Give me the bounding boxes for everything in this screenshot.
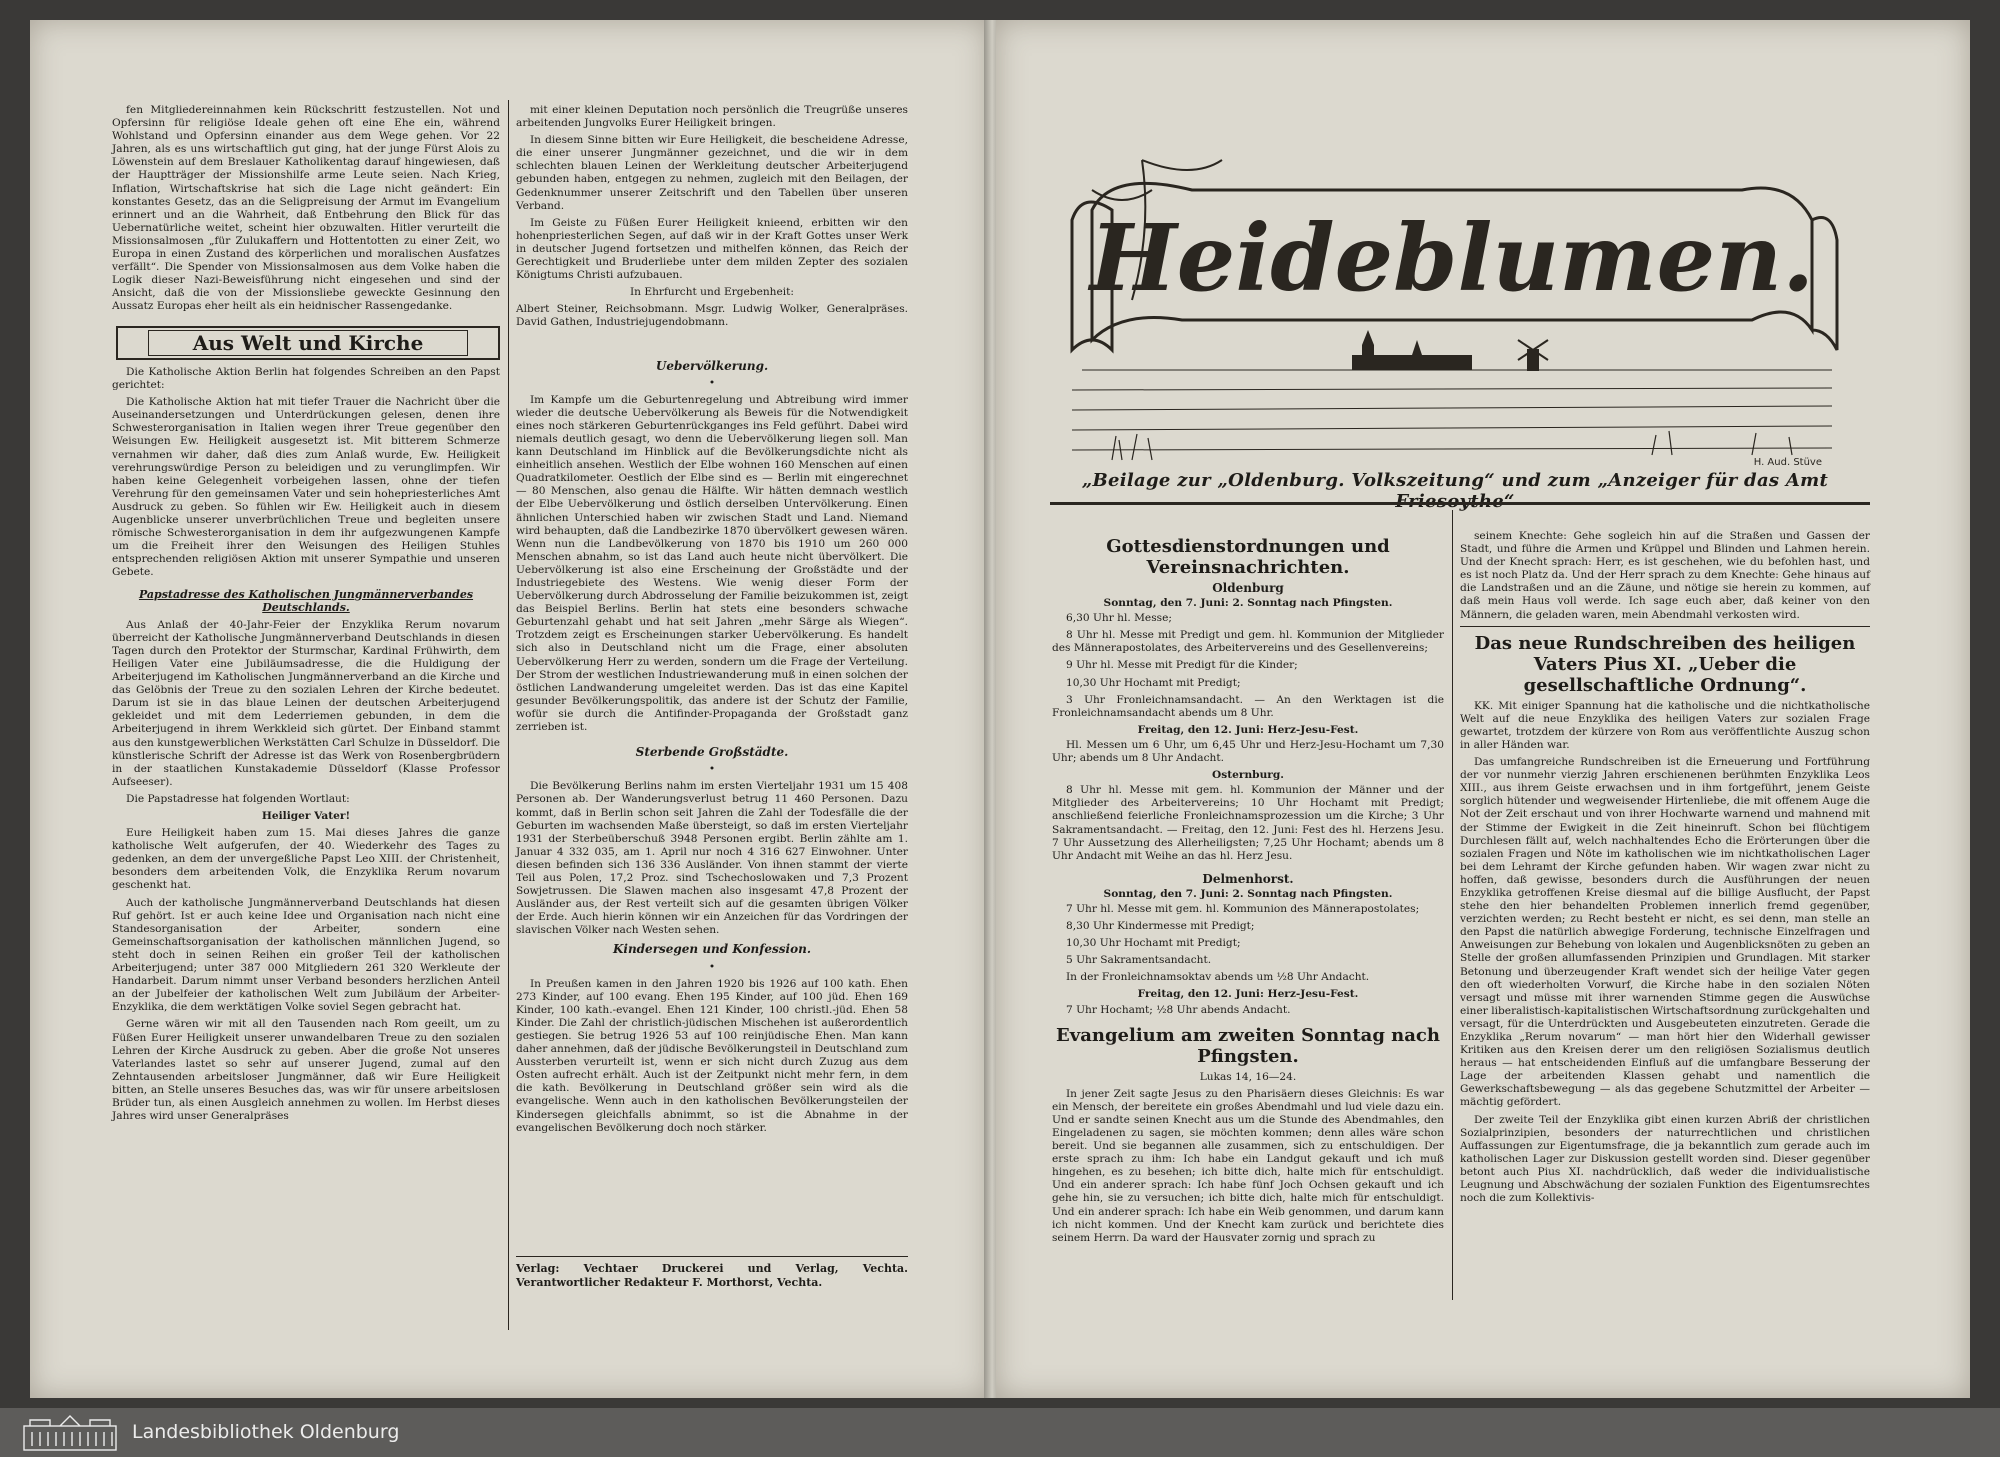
paragraph: 7 Uhr hl. Messe mit gem. hl. Kommunion des Männerapostolates; (1066, 902, 1420, 915)
right-column-2 (1460, 530, 1870, 1209)
column-divider (508, 100, 509, 1330)
letter-closing: In Ehrfurcht und Ergebenheit: (629, 286, 794, 299)
papstadresse-article (112, 619, 500, 806)
paragraph: 10,30 Uhr Hochamt mit Predigt; (1066, 937, 1241, 950)
left-column-1-body (112, 366, 500, 1127)
evangelium-continuation (1460, 530, 1870, 622)
imprint-rule (516, 1256, 908, 1257)
rundschreiben-heading: Das neue Rundschreiben des heiligen Vaters Pius XI. „Ueber die gesellschaftliche Ordnung“. (1474, 632, 1856, 696)
paragraph: 8 Uhr hl. Messe mit gem. hl. Kommunion der Männer und der Mitglieder des Arbeitervereins; 10 Uhr Hochamt mit Predigt; anschließend feierliche Fronleichnamsprozession um die Kirche; 3 Uhr Sakramentsandacht. — Freitag, den 12. Juni: Fest des hl. Herzens Jesu. 7 Uhr Aussetzung des Allerheiligsten; 7,25 Uhr Hochamt; abends um 8 Uhr Andacht mit Weihe an das hl. Herz Jesu. (1052, 784, 1444, 862)
salutation: Heiliger Vater! (261, 810, 351, 822)
paragraph: 9 Uhr hl. Messe mit Predigt für die Kinder; (1066, 659, 1298, 672)
kindersegen-article (516, 978, 908, 1135)
paragraph: Im Geiste zu Füßen Eurer Heiligkeit knieend, erbitten wir den hohenpriesterlichen Segen, auf daß wir in der Kraft Gottes unser Werk in deutscher Jugend fortsetzen und mithelfen können, das Reich der Gerechtigkeit und Bruderliebe unter dem milden Zepter des sozialen Königtums Christi aufzubauen. (516, 216, 908, 282)
library-label: Landesbibliothek Oldenburg (132, 1421, 400, 1443)
paragraph: Die Bevölkerung Berlins nahm im ersten Vierteljahr 1931 um 15 408 Personen ab. Der Wanderungsverlust betrug 11 460 Personen. Dazu kommt, daß in Berlin schon seit Jahren die Zahl der Todesfälle die der Geburten im wachsenden Maße übersteigt, so daß im ersten Vierteljahr 1931 der Sterbeüberschuß 3948 Personen ergibt. Berlin zählte am 1. Januar 4 332 035, am 1. April nur noch 4 316 627 Einwohner. Unter diesen befinden sich 136 336 Ausländer. Von ihnen stammt der vierte Teil aus Polen, 17,2 Proz. sind Tschechoslowaken und 7,3 Prozent Sowjetrussen. Die Slawen machen also insgesamt 47,8 Prozent der Ausländer aus, der Rest verteilt sich auf die gesamten übrigen Völker der Erde. Auch hierin können wir ein Anzeichen für das Vordringen der slavischen Völker nach Westen sehen. (516, 780, 908, 937)
oldenburg-sunday: Sonntag, den 7. Juni: 2. Sonntag nach Pfingsten. (1103, 597, 1393, 610)
paragraph: Die Papstadresse hat folgenden Wortlaut: (126, 792, 350, 805)
paragraph: In Preußen kamen in den Jahren 1920 bis 1926 auf 100 kath. Ehen 273 Kinder, auf 100 evang. Ehen 195 Kinder, auf 100 jüd. Ehen 169 Kinder, 100 kath.-evangel. Ehen 121 Kinder, 100 christl.-jüd. Ehen 58 Kinder. Die Zahl der christlich-jüdischen Mischehen ist außerordentlich gestiegen. Sie betrug 1926 53 auf 100 reinjüdische Ehen. Man kann daher annehmen, daß der jüdische Bevölkerungsteil in Deutschland zum Aussterben verurteilt ist, wenn er sich nicht durch Zuzug aus dem Osten aufrecht erhält. Auch ist der Zeitpunkt nicht mehr fern, in dem die kath. Bevölkerung in Deutschland größer sein wird als die evangelische. Wenn auch in den katholischen Bevölkerungsteilen der Kindersegen gleichfalls abnimmt, so ist die Abnahme in der evangelischen Bevölkerung doch noch stärker. (516, 977, 908, 1134)
paragraph: 6,30 Uhr hl. Messe; (1066, 612, 1172, 625)
left-column-1 (112, 104, 500, 318)
oldenburg-friday-schedule (1052, 739, 1444, 765)
paragraph: 5 Uhr Sakramentsandacht. (1066, 954, 1212, 967)
papstadresse-letter (112, 827, 500, 1123)
gottesdienst-heading: Gottesdienstordnungen und Vereinsnachrichten. (1106, 536, 1390, 578)
letter-continuation (516, 104, 908, 282)
masthead-signature: H. Aud. Stüve (1753, 457, 1822, 468)
paragraph: 8,30 Uhr Kindermesse mit Predigt; (1066, 920, 1255, 933)
rundschreiben-article (1460, 700, 1870, 1206)
supplement-line: „Beilage zur „Oldenburg. Volkszeitung“ und zum „Anzeiger für das Amt Friesoythe“ (1081, 470, 1829, 512)
delmenhorst-sunday: Sonntag, den 7. Juni: 2. Sonntag nach Pfingsten. (1103, 887, 1393, 900)
masthead-illustration (1052, 150, 1842, 470)
paragraph: Der zweite Teil der Enzyklika gibt einen kurzen Abriß der christlichen Sozialprinzipien, besonders der naturrechtlichen und christlichen Auffassungen zur Eigentumsfrage, die ja bekanntlich zum gerade auch im katholischen Lager zur Diskussion gestellt worden sind. Dieser gegenüber betont auch Pius XI. nachdrücklich, daß weder die individualistische Leugnung und Abschwächung der sozialen Funktion des Eigentumsrechtes noch die zum Kollektivis- (1460, 1113, 1870, 1205)
uebervoelkerung-article (516, 394, 908, 734)
library-footer-bar (0, 1408, 2000, 1457)
oldenburg-friday: Freitag, den 12. Juni: Herz-Jesu-Fest. (1137, 723, 1359, 736)
paragraph: fen Mitgliedereinnahmen kein Rückschritt festzustellen. Not und Opfersinn für religiöse Ideale gehen oft eine Ehe ein, während Wohlstand und Opfersinn einander aus dem Wege gehen. Vor 22 Jahren, als es uns wirtschaftlich gut ging, hat der junge Fürst Alois zu Löwenstein auf dem Breslauer Katholikentag darauf hingewiesen, daß der Hauptträger der Missionshilfe arme Leute seien. Nach Krieg, Inflation, Wirtschaftskrise hat sich die Lage nicht geändert: Ein konstantes Gesetz, das an die Seligpreisung der Armut im Evangelium erinnert und an die Wahrheit, daß Entbehrung den Blick für das Uebernatürliche weitet, scheint hier obzuwalten. Hitler verurteilt die Missionsalmosen „für Zulukaffern und Hottentotten zu einer Zeit, wo Europa in einen Zustand des körperlichen und moralischen Ausfatzes verfällt“. Die Spender von Missionsalmosen aus dem Volke haben die Logik dieser Nazi-Beweisführung nicht eingesehen und sind der Ansicht, daß die von der Missionsliebe geweckte Gesinnung den Aussatz Europas eher heilt als ein heidnischer Rassengedanke. (112, 104, 500, 313)
evangelium-text (1052, 1088, 1444, 1245)
imprint-text: Verlag: Vechtaer Druckerei und Verlag, Vechta. Verantwortlicher Redakteur F. Morthorst, Vechta. (516, 1262, 908, 1289)
right-column-1 (1052, 530, 1444, 1249)
library-building-icon (20, 1414, 120, 1452)
paragraph: Das umfangreiche Rundschreiben ist die Erneuerung und Fortführung der vor nunmehr vierzig Jahren erschienenen berühmten Enzyklika Leos XIII., aus ihrem Geiste erwachsen und in ihm fortgeführt, jenem Geiste sorglich hütender und wegweisender Hirtenliebe, die mit offenem Auge die Not der Zeit erschaut und von ihrer Hochwarte warnend und mahnend mit der Stimme der Ewigkeit in die Zeit hineinruft. Schon bei flüchtigem Durchlesen fällt auf, welch nachhaltendes Echo die Erörterungen über die sozialen Fragen und Nöte im katholischen wie im nichtkatholischen Lager bei dem Lehramt der Kirche gefunden haben. Wir wagen zwar nicht zu hoffen, daß gewisse, besonders durch die Ausführungen der neuen Enzyklika getroffenen Kreise diesmal auf die billige Ausflucht, der Papst stehe den hier behandelten Problemen innerlich fremd gegenüber, verzichten werden; zu Recht besteht er nicht, es sei denn, man stelle an den Papst die natürlich abwegige Forderung, technische Einzelfragen und Anweisungen zur Behebung von lokalen und Augenblicksnöten zu geben an Stelle der großen allumfassenden Prinzipien und Grundlagen. Mit starker Betonung und überzeugender Kraft wendet sich der heilige Vater gegen den oft wiederholten Vorwurf, die Kirche habe in den sozialen Nöten versagt und müsse mit ihrer warnenden Stimme gegen die Auswüchse einer liberalistisch-kapitalistischen Wirtschaftsordnung zurückgehalten und versagt, für die Unterdrückten und Ausgebeuteten einzutreten. Gerade die Enzyklika „Rerum novarum“ — man hört hier den Widerhall gewisser Kritiken aus den Kreisen derer um den religiösen Sozialismus deutlich heraus — hat entscheidenden Einfluß auf die umfangbare Besserung der Lage der arbeitenden Klassen gehabt und namentlich die Gewerkschaftsbewegung — als das gegebene Schutzmittel der Arbeiter — mächtig gefördert. (1460, 756, 1870, 1109)
left-page (30, 20, 988, 1398)
imprint (516, 1262, 908, 1294)
paragraph: In der Fronleichnamsoktav abends um ½8 Uhr Andacht. (1066, 971, 1370, 984)
oldenburg-title: Oldenburg (1212, 581, 1284, 595)
bullet-dot: • (708, 763, 716, 776)
sterbende-grossstaedte-article (516, 780, 908, 937)
section-heading: Aus Welt und Kirche (148, 330, 469, 356)
paragraph: mit einer kleinen Deputation noch persönlich die Treugrüße unseres arbeitenden Jungvolks Eurer Heiligkeit bringen. (516, 104, 908, 130)
sterbende-grossstaedte-heading: Sterbende Großstädte. (635, 745, 789, 760)
delmenhorst-friday-schedule (1052, 1004, 1444, 1017)
paragraph: Im Kampfe um die Geburtenregelung und Abtreibung wird immer wieder die deutsche Uebervölkerung als Beweis für die Notwendigkeit eines noch stärkeren Geburtenrückganges ins Feld geführt. Dabei wird niemals deutlich gesagt, wo denn die Uebervölkerung liegen soll. Man kann Deutschland im Hinblick auf die Bevölkerungsdichte nicht als einheitlich ansehen. Westlich der Elbe wohnen 160 Menschen auf einen Quadratkilometer. Oestlich der Elbe sind es — Berlin mit eingerechnet — 80 Menschen, also genau die Hälfte. Wir hätten demnach westlich der Elbe Uebervölkerung und östlich derselben Untervölkerung. Einen ähnlichen Unterschied haben wir zwischen Stadt und Land. Niemand wird behaupten, daß die Landbezirke 1870 übervölkert gewesen wären. Wenn nun die Landbevölkerung von 1870 bis 1910 um 260 000 Menschen abnahm, so ist das Land auch heute nicht übervölkert. Die Uebervölkerung ist also eine Erscheinung der Großstädte und der Industriegebiete des Westens. Wie wenig dieser Form der Uebervölkerung durch Abdrosselung der Familie beizukommen ist, zeigt das Beispiel Berlins. Berlin hat stets eine besonders schwache Geburtenzahl gehabt und hat seit Jahren „mehr Särge als Wiegen“. Trotzdem zeigt es Erscheinungen starker Uebervölkerung. Es handelt sich also in Deutschland nicht um die Frage, einer absoluten Uebervölkerung Herr zu werden, sondern um die Frage der Verteilung. Der Strom der westlichen Industriewanderung muß in einen solchen der östlichen Landwanderung umgeleitet werden. Das ist das eine Kapitel gesunder Bevölkerungspolitik, das andere ist der Schutz der Familie, wofür sie durch die Antifinder-Propaganda der Großstadt ganz zerrieben ist. (516, 393, 908, 734)
paragraph: Gerne wären wir mit all den Tausenden nach Rom geeilt, um zu Füßen Eurer Heiligkeit unserer unwandelbaren Treue zu den sozialen Lehren der Kirche Ausdruck zu geben. Aber die große Not unseres Vaterlandes lastet so sehr auf unserer Jugend, zumal auf den Zehntausenden arbeitsloser Jungmänner, daß wir Eure Heiligkeit bitten, an Stelle unseres Besuches das, was wir für unsere arbeitslosen Brüder tun, als einen Ausgleich annehmen zu wollen. Im Herbst dieses Jahres wird unser Generalpräses (112, 1018, 500, 1123)
delmenhorst-title: Delmenhorst. (1202, 871, 1294, 886)
masthead-rule (1050, 502, 1870, 505)
paragraph: Die Katholische Aktion hat mit tiefer Trauer die Nachricht über die Auseinandersetzungen und Unterdrückungen gelesen, denen ihre Schwesterorganisation in Italien wegen ihrer Treue gegenüber den Weisungen Ew. Heiligkeit ausgesetzt ist. Mit bitterem Schmerze vernahmen wir daher, daß dies zum Anlaß wurde, Ew. Heiligkeit verehrungswürdige Person zu beleidigen und zu verunglimpfen. Wir haben keine Gelegenheit vorbeigehen lassen, ohne der tiefen Verehrung für den gemeinsamen Vater und sein hohepriesterliches Amt Ausdruck zu geben. So fühlen wir Ew. Heiligkeit auch in diesem Augenblicke unserer unverbrüchlichen Treue und begleiten unsere römische Schwesterorganisation in dem ihr aufgezwungenen Kampfe um die Freiheit ihrer den Weisungen des Heiligen Stuhles entsprechenden religiösen Aktion mit unserer Sympathie und unseren Gebete. (112, 396, 500, 579)
evangelium-heading: Evangelium am zweiten Sonntag nach Pfingsten. (1056, 1024, 1440, 1067)
paragraph: seinem Knechte: Gehe sogleich hin auf die Straßen und Gassen der Stadt, und führe die Armen und Krüppel und Blinden und Lahmen herein. Und der Knecht sprach: Herr, es ist geschehen, wie du befohlen hast, und es ist noch Platz da. Und der Herr sprach zu dem Knechte: Gehe hinaus auf die Landstraßen und an die Zäune, und nötige sie herein zu kommen, auf daß mein Haus voll werde. Ich sage euch aber, daß keiner von den Männern, die geladen waren, mein Abendmahl verkosten wird. (1460, 530, 1870, 621)
left-column-2 (516, 104, 908, 1139)
paragraph: Eure Heiligkeit haben zum 15. Mai dieses Jahres die ganze katholische Welt aufgerufen, der 40. Wiederkehr des Tages zu gedenken, an dem der unvergeßliche Papst Leo XIII. der Christenheit, besonders dem arbeitenden Volk, die Enzyklika Rerum novarum geschenkt hat. (112, 827, 500, 892)
paragraph: 10,30 Uhr Hochamt mit Predigt; (1066, 676, 1241, 689)
paragraph: In diesem Sinne bitten wir Eure Heiligkeit, die bescheidene Adresse, die einer unserer Jungmänner gezeichnet, und die wir in dem schlechten blauen Leinen der Werkleitung deutscher Arbeiterjugend gebunden haben, entgegen zu nehmen, zugleich mit den Beilagen, der Gedenknummer unserer Zeitschrift und den Tabellen über unseren Verband. (516, 134, 908, 212)
paragraph: Aus Anlaß der 40-Jahr-Feier der Enzyklika Rerum novarum überreicht der Katholische Jungmännerverband Deutschlands in diesen Tagen durch den Protektor der Sturmschar, Kardinal Frühwirth, dem Heiligen Vater eine Jubiläumsadresse, die die Huldigung der Arbeiterjugend im Katholischen Jungmännerverband an die Kirche und das Gelöbnis der Treue zu den sozialen Lehren der Kirche bedeutet. Darum ist sie in das blaue Leinen der deutschen Arbeiterjugend gekleidet und mit dem Lederriemen gebunden, in dem die Arbeiterjugend in ihrem Werkkleid sich gürtet. Der Einband stammt aus den kunstgewerblichen Werkstätten Carl Schulze in Düsseldorf. Die künstlerische Schrift der Adresse ist das Werk von Rosenbergbrüdern in der staatlichen Kunstakademie Düsseldorf (Klasse Professor Aufseeser). (112, 618, 500, 788)
section-heading-box (116, 326, 500, 360)
intro-article (112, 104, 500, 314)
papstadresse-heading: Papstadresse des Katholischen Jungmännerverbandes Deutschlands. (138, 587, 474, 614)
paragraph: Die Katholische Aktion Berlin hat folgendes Schreiben an den Papst gerichtet: (112, 366, 500, 392)
heideblumen-masthead-icon (1052, 150, 1842, 470)
paragraph: In jener Zeit sagte Jesus zu den Pharisäern dieses Gleichnis: Es war ein Mensch, der bereitete ein großes Abendmahl und lud viele dazu ein. Und er sandte seinen Knecht aus um die Stunde des Abendmahles, den Eingeladenen zu sagen, sie möchten kommen; denn alles wäre schon bereit. Und sie begannen alle zusammen, sich zu entschuldigen. Der erste sprach zu ihm: Ich habe ein Landgut gekauft und ich muß hingehen, es zu besehen; ich bitte dich, halte mich für entschuldigt. Und ein anderer sprach: Ich habe fünf Joch Ochsen gekauft und ich gehe hin, sie zu versuchen; ich bitte dich, halte mich für entschuldigt. Und ein anderer sprach: Ich habe ein Weib genommen, und darum kann ich nicht kommen. Und der Knecht kam zurück und berichtete dies seinem Herrn. Da ward der Hausvater zornig und sprach zu (1052, 1087, 1444, 1244)
paragraph: KK. Mit einiger Spannung hat die katholische und die nichtkatholische Welt auf die neue Enzyklika des heiligen Vaters zur sozialen Frage gewartet, trotzdem der kürzere von Rom aus veröffentlichte Auszug schon in aller Händen war. (1460, 699, 1870, 751)
katholische-aktion-article (112, 366, 500, 580)
paragraph: 3 Uhr Fronleichnamsandacht. — An den Werktagen ist die Fronleichnamsandacht abends um 8 Uhr. (1052, 693, 1444, 719)
kindersegen-heading: Kindersegen und Konfession. (612, 942, 812, 957)
article-rule (1460, 626, 1870, 627)
osternburg-title: Osternburg. (1212, 769, 1284, 782)
osternburg-schedule (1052, 784, 1444, 863)
paragraph: Hl. Messen um 6 Uhr, um 6,45 Uhr und Herz-Jesu-Hochamt um 7,30 Uhr; abends um 8 Uhr Andacht. (1052, 738, 1444, 765)
paragraph: 7 Uhr Hochamt; ½8 Uhr abends Andacht. (1066, 1003, 1291, 1016)
paragraph: Auch der katholische Jungmännerverband Deutschlands hat diesen Ruf gehört. Ist er auch keine Idee und Organisation nach nicht eine Standesorganisation der Arbeiter, sondern eine Gemeinschaftsorganisation der katholischen männlichen Jugend, so steht doch in seinen Reihen ein großer Teil der katholischen Arbeiterjugend; unter 387 000 Mitgliedern 261 320 Werkleute der Handarbeit. Darum nimmt unser Verband besonders herzlichen Anteil an der Jubelfeier der katholischen Welt zum Jubiläum der Arbeiter-Enzyklika, die dem werktätigen Volke soviel Segen gebracht hat. (112, 896, 500, 1014)
uebervoelkerung-heading: Uebervölkerung. (655, 358, 769, 373)
paragraph: 8 Uhr hl. Messe mit Predigt und gem. hl. Kommunion der Mitglieder des Männerapostolates, des Arbeitervereins und des Gesellenvereins; (1052, 629, 1444, 655)
evangelium-reference: Lukas 14, 16—24. (1199, 1070, 1297, 1083)
right-column-divider (1452, 510, 1453, 1300)
bullet-dot: • (708, 376, 716, 389)
letter-signers: Albert Steiner, Reichsobmann. Msgr. Ludwig Wolker, Generalpräses. David Gathen, Industriejugendobmann. (516, 303, 908, 329)
oldenburg-schedule (1052, 612, 1444, 720)
delmenhorst-friday: Freitag, den 12. Juni: Herz-Jesu-Fest. (1137, 988, 1359, 1001)
masthead-title: Heideblumen. (1089, 204, 1815, 312)
bullet-dot: • (708, 960, 716, 973)
delmenhorst-schedule (1052, 903, 1444, 984)
